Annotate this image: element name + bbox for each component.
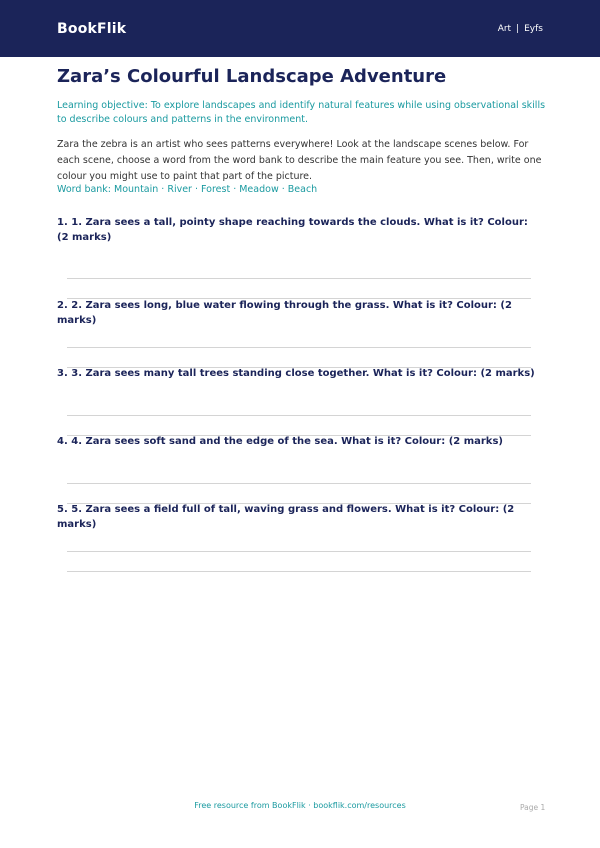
answer-line[interactable]	[67, 551, 531, 552]
learning-objective: Learning objective: To explore landscapes and identify natural features while using observational skills to describe colours and patterns in the environment.	[57, 100, 546, 125]
intro-text: Zara the zebra is an artist who sees patterns everywhere! Look at the landscape scenes below. For each scene, choose a word from the word bank to describe the main feature you see. Then, write one colour you might use to paint that part of the picture.	[57, 139, 542, 182]
header-meta	[498, 24, 543, 34]
footer-credit[interactable]: Free resource from BookFlik · bookflik.com/resources	[194, 801, 406, 810]
question-4: 4. 4. Zara sees soft sand and the edge of the sea. What is it? Colour: (2 marks)	[57, 436, 503, 447]
subject-label: Art	[497, 23, 512, 34]
question-1: 1. 1. Zara sees a tall, pointy shape reaching towards the clouds. What is it? Colour: (2 marks)	[57, 217, 528, 243]
meta-separator: |	[516, 23, 520, 34]
level-label: Eyfs	[524, 23, 543, 34]
header-bar	[0, 0, 600, 57]
answer-line[interactable]	[67, 483, 531, 484]
answer-line[interactable]	[67, 278, 531, 279]
page-title: Zara’s Colourful Landscape Adventure	[57, 66, 447, 87]
answer-line[interactable]	[67, 415, 531, 416]
answer-line[interactable]	[67, 347, 531, 348]
brand-logo[interactable]: BookFlik	[57, 20, 127, 37]
word-bank: Word bank: Mountain · River · Forest · Meadow · Beach	[57, 184, 318, 195]
question-3: 3. 3. Zara sees many tall trees standing close together. What is it? Colour: (2 marks)	[57, 368, 535, 379]
question-2: 2. 2. Zara sees long, blue water flowing through the grass. What is it? Colour: (2 marks)	[57, 300, 512, 326]
page-number: Page 1	[520, 803, 546, 812]
answer-line[interactable]	[67, 571, 531, 572]
question-5: 5. 5. Zara sees a field full of tall, waving grass and flowers. What is it? Colour: (2 marks)	[57, 504, 515, 530]
